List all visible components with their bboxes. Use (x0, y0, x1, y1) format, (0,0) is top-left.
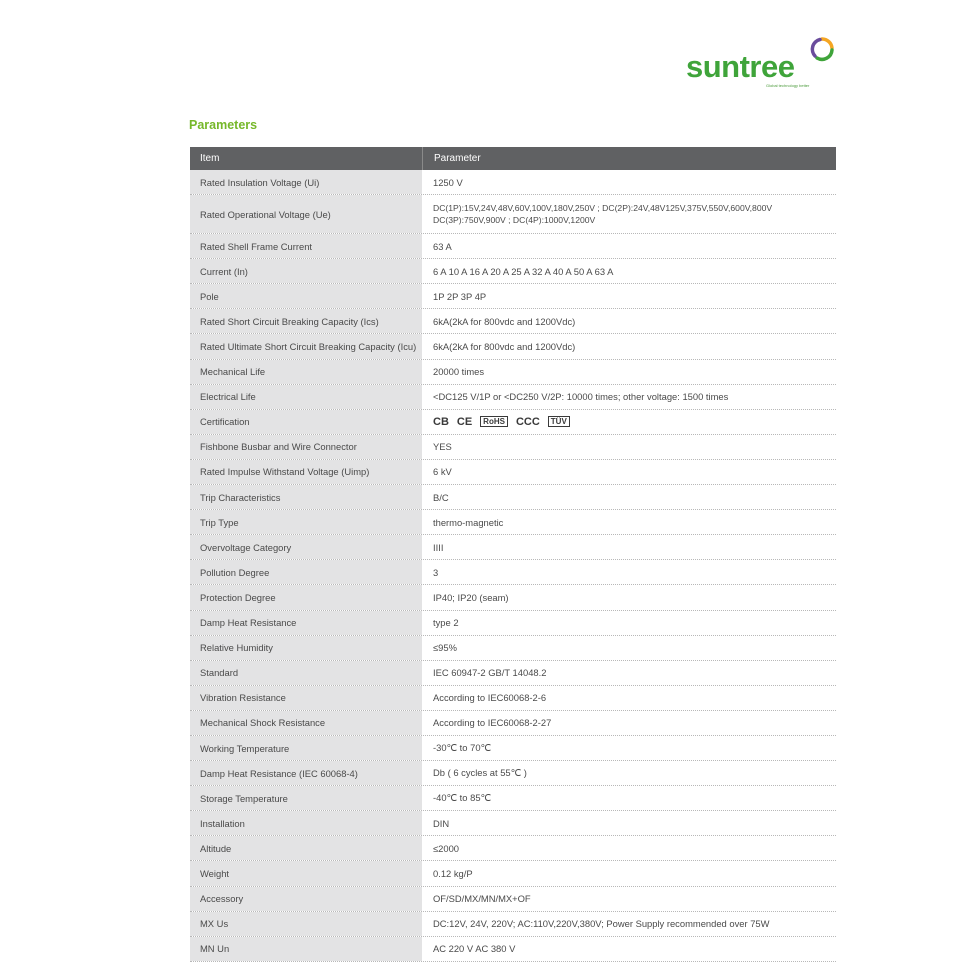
row-item-label: Storage Temperature (190, 786, 422, 810)
value-line: DC(1P):15V,24V,48V,60V,100V,180V,250V ; DC(2P):24V,48V125V,375V,550V,600V,800V (433, 203, 773, 214)
table-row (190, 836, 836, 861)
row-item-label: Mechanical Shock Resistance (190, 711, 422, 735)
row-parameter-value: -40℃ to 85℃ (422, 786, 836, 810)
table-row (190, 736, 836, 761)
table-body (190, 170, 836, 962)
row-item-label: Weight (190, 861, 422, 885)
row-parameter-value: 6kA(2kA for 800vdc and 1200Vdc) (422, 309, 836, 333)
row-parameter-value: <DC125 V/1P or <DC250 V/2P: 10000 times; other voltage: 1500 times (422, 385, 836, 409)
row-item-label: Working Temperature (190, 736, 422, 760)
certification-marks (433, 416, 570, 428)
table-row (190, 887, 836, 912)
table-row (190, 385, 836, 410)
row-parameter-value (422, 195, 836, 233)
table-row (190, 585, 836, 610)
row-parameter-value: DC:12V, 24V, 220V; AC:110V,220V,380V; Power Supply recommended over 75W (422, 912, 836, 936)
row-parameter-value (422, 410, 836, 434)
row-parameter-value: -30℃ to 70℃ (422, 736, 836, 760)
row-parameter-value: AC 220 V AC 380 V (422, 937, 836, 961)
table-row (190, 560, 836, 585)
row-item-label: Mechanical Life (190, 360, 422, 384)
logo-wordmark: suntree (686, 49, 795, 84)
row-parameter-value: IP40; IP20 (seam) (422, 585, 836, 609)
table-row (190, 861, 836, 886)
table-row (190, 410, 836, 435)
table-row (190, 510, 836, 535)
table-row (190, 535, 836, 560)
table-row (190, 460, 836, 485)
row-parameter-value: OF/SD/MX/MN/MX+OF (422, 887, 836, 911)
row-parameter-value: IIII (422, 535, 836, 559)
parameters-table (190, 147, 836, 962)
table-row (190, 485, 836, 510)
row-parameter-value: YES (422, 435, 836, 459)
row-parameter-value: 6kA(2kA for 800vdc and 1200Vdc) (422, 334, 836, 358)
ccc-mark-icon: CCC (515, 415, 540, 428)
suntree-logo (686, 36, 838, 92)
row-item-label: Accessory (190, 887, 422, 911)
row-parameter-value: thermo-magnetic (422, 510, 836, 534)
row-parameter-value: ≤2000 (422, 836, 836, 860)
row-parameter-value: 1250 V (422, 170, 836, 194)
row-item-label: Vibration Resistance (190, 686, 422, 710)
ce-mark-icon: CE (456, 415, 473, 428)
header-parameter: Parameter (422, 147, 836, 170)
row-item-label: Rated Shell Frame Current (190, 234, 422, 258)
row-item-label: Overvoltage Category (190, 535, 422, 559)
rohs-mark-icon: RoHS (480, 416, 508, 427)
logo-tagline: Global technology better (766, 83, 810, 88)
table-row (190, 811, 836, 836)
row-parameter-value: 3 (422, 560, 836, 584)
table-row (190, 284, 836, 309)
row-item-label: MX Us (190, 912, 422, 936)
row-item-label: Relative Humidity (190, 636, 422, 660)
table-row (190, 170, 836, 195)
row-item-label: Rated Ultimate Short Circuit Breaking Capacity (Icu) (190, 334, 422, 358)
row-parameter-value: ≤95% (422, 636, 836, 660)
table-row (190, 761, 836, 786)
row-item-label: Pole (190, 284, 422, 308)
row-item-label: Rated Insulation Voltage (Ui) (190, 170, 422, 194)
row-parameter-value: Db ( 6 cycles at 55℃ ) (422, 761, 836, 785)
table-header (190, 147, 836, 170)
row-item-label: MN Un (190, 937, 422, 961)
table-row (190, 912, 836, 937)
table-row (190, 259, 836, 284)
row-item-label: Fishbone Busbar and Wire Connector (190, 435, 422, 459)
row-parameter-value: 63 A (422, 234, 836, 258)
row-item-label: Trip Type (190, 510, 422, 534)
row-parameter-value: type 2 (422, 611, 836, 635)
table-row (190, 435, 836, 460)
row-item-label: Altitude (190, 836, 422, 860)
table-row (190, 786, 836, 811)
table-row (190, 937, 836, 962)
row-parameter-value: 0.12 kg/P (422, 861, 836, 885)
row-parameter-value: B/C (422, 485, 836, 509)
table-row (190, 195, 836, 234)
table-row (190, 360, 836, 385)
table-row (190, 611, 836, 636)
row-item-label: Pollution Degree (190, 560, 422, 584)
row-item-label: Rated Short Circuit Breaking Capacity (Ics) (190, 309, 422, 333)
row-parameter-value: 1P 2P 3P 4P (422, 284, 836, 308)
table-row (190, 711, 836, 736)
row-item-label: Current (In) (190, 259, 422, 283)
row-item-label: Damp Heat Resistance (IEC 60068-4) (190, 761, 422, 785)
row-parameter-value: According to IEC60068-2-6 (422, 686, 836, 710)
value-line: DC(3P):750V,900V ; DC(4P):1000V,1200V (433, 215, 596, 226)
table-row (190, 334, 836, 359)
tuv-mark-icon: TÜV (548, 416, 570, 427)
header-item: Item (200, 153, 220, 164)
table-row (190, 636, 836, 661)
table-row (190, 661, 836, 686)
row-item-label: Certification (190, 410, 422, 434)
row-item-label: Standard (190, 661, 422, 685)
row-item-label: Installation (190, 811, 422, 835)
row-parameter-value: 6 kV (422, 460, 836, 484)
logo-swirl-icon (809, 36, 835, 62)
row-parameter-value: 20000 times (422, 360, 836, 384)
row-parameter-value: According to IEC60068-2-27 (422, 711, 836, 735)
row-item-label: Rated Operational Voltage (Ue) (190, 195, 422, 233)
row-parameter-value: 6 A 10 A 16 A 20 A 25 A 32 A 40 A 50 A 63 A (422, 259, 836, 283)
row-parameter-value: DIN (422, 811, 836, 835)
section-title: Parameters (189, 118, 258, 132)
row-parameter-value: IEC 60947-2 GB/T 14048.2 (422, 661, 836, 685)
table-row (190, 234, 836, 259)
row-item-label: Protection Degree (190, 585, 422, 609)
row-item-label: Electrical Life (190, 385, 422, 409)
row-item-label: Trip Characteristics (190, 485, 422, 509)
row-item-label: Rated Impulse Withstand Voltage (Uimp) (190, 460, 422, 484)
cb-mark-icon: CB (433, 415, 449, 428)
table-row (190, 686, 836, 711)
table-row (190, 309, 836, 334)
row-item-label: Damp Heat Resistance (190, 611, 422, 635)
